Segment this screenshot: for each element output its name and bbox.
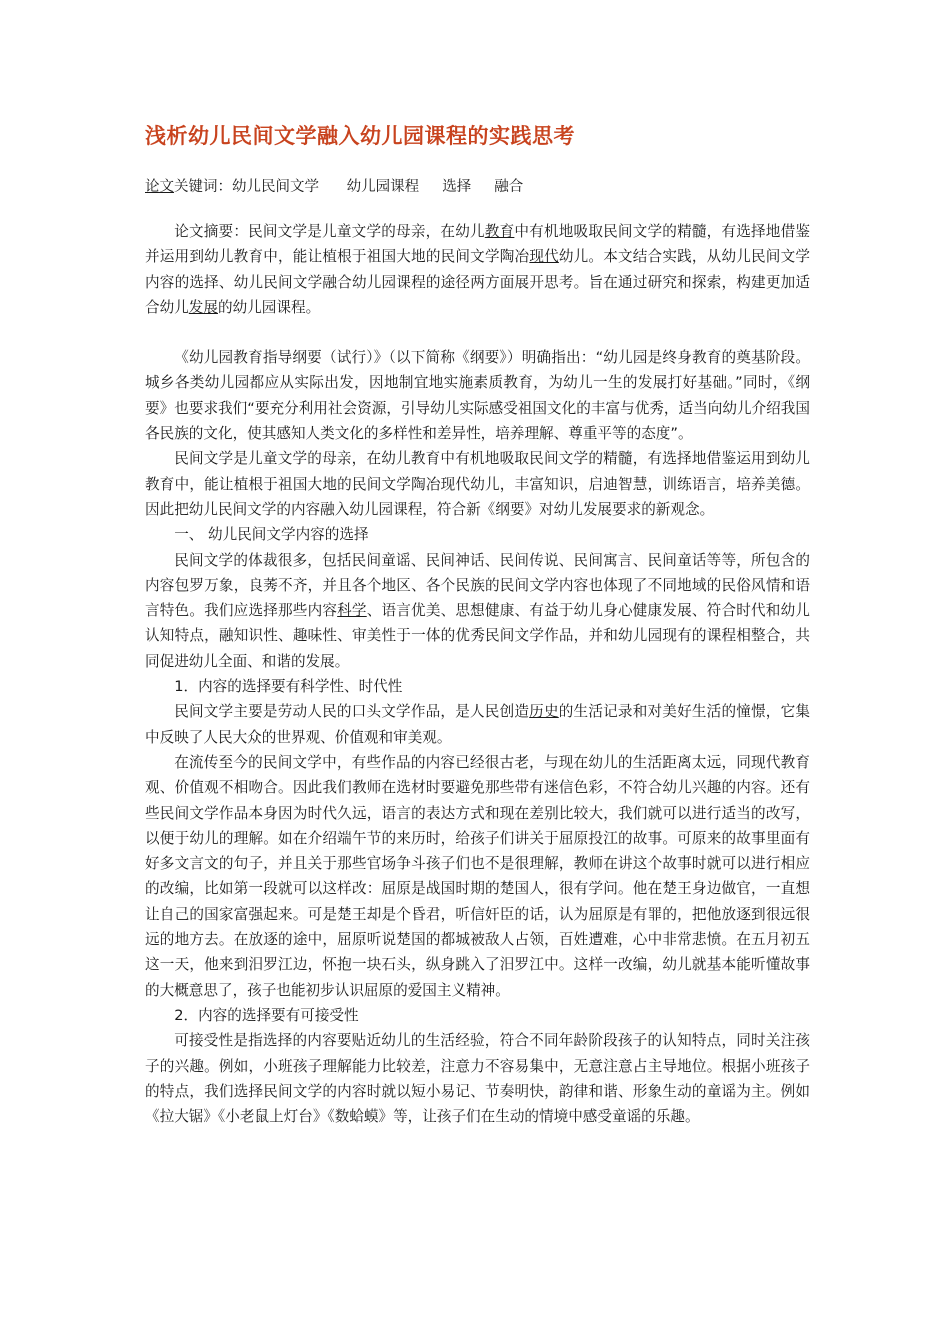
section-heading-1: 一、 幼儿民间文学内容的选择 xyxy=(174,526,369,544)
keywords-line xyxy=(145,175,523,196)
education-link[interactable]: 教育 xyxy=(484,223,515,240)
abstract-text-2: 中有机地吸取民间文学的精髓，有选择地借鉴并运用到幼儿教育中，能让植根于祖国大地的民间文学陶冶 xyxy=(145,223,810,266)
abstract-text-1: 论文摘要：民间文学是儿童文学的母亲，在幼儿 xyxy=(174,223,485,240)
genres-text-1: 民间文学的体裁很多，包括民间童谣、民间神话、民间传说、民间寓言、民间童话等等，所包含的内容包罗万象，良莠不齐，并且各个地区、各个民族的民间文学内容也体现了不同地域的民俗风情和语言特色。我们应选择那些内容 xyxy=(145,551,810,620)
oral-text-2: 的生活记录和对美好生活的憧憬，它集中反映了人民大众的世界观、价值观和审美观。 xyxy=(145,703,810,746)
paragraph-gap xyxy=(145,320,810,345)
oral-text-1: 民间文学主要是劳动人民的口头文学作品，是人民创造 xyxy=(174,703,530,721)
paragraph-genres xyxy=(145,548,810,674)
history-link[interactable]: 历史 xyxy=(529,703,559,721)
abstract-text-3: 幼儿。本文结合实践，从幼儿民间文学内容的选择、幼儿民间文学融合幼儿园课程的途径两方面展开思考。旨在通过研究和探索，构建更加适合幼儿 xyxy=(145,248,810,316)
paragraph-acceptability: 可接受性是指选择的内容要贴近幼儿的生活经验，符合不同年龄阶段孩子的认知特点，同时关注孩子的兴趣。例如，小班孩子理解能力比较差，注意力不容易集中，无意注意占主导地位。根据小班孩子的特点，我们选择民间文学的内容时就以短小易记、节奏明快，韵律和谐、形象生动的童谣为主。例如《拉大锯》《小老鼠上灯台》《数蛤蟆》等，让孩子们在生动的情境中感受童谣的乐趣。 xyxy=(145,1032,810,1126)
genres-text-2: 、语言优美、思想健康、有益于幼儿身心健康发展、符合时代和幼儿认知特点，融知识性、趣味性、审美性于一体的优秀民间文学作品，并和幼儿园现有的课程相整合，共同促进幼儿全面、和谐的发展。 xyxy=(145,602,810,670)
keywords-paper-link[interactable]: 论文 xyxy=(145,179,174,195)
abstract-paragraph xyxy=(145,219,810,320)
paragraph-quyuan-story: 在流传至今的民间文学中，有些作品的内容已经很古老，与现在幼儿的生活距离太远，同现代教育观、价值观不相吻合。因此我们教师在选材时要避免那些带有迷信色彩，不符合幼儿兴趣的内容。还有些民间文学作品本身因为时代久远，语言的表达方式和现在差别比较大，我们就可以进行适当的改写，以便于幼儿的理解。如在介绍端午节的来历时，给孩子们讲关于屈原投江的故事。可原来的故事里面有好多文言文的句子，并且关于那些官场争斗孩子们也不是很理解，教师在讲这个故事时就可以进行相应的改编，比如第一段就可以这样改：屈原是战国时期的楚国人，很有学问。他在楚王身边做官，一直想让自己的国家富强起来。可是楚王却是个昏君，听信奸臣的话，认为屈原是有罪的，把他放逐到很远很远的地方去。在放逐的途中，屈原听说楚国的都城被敌人占领，百姓遭难，心中非常悲愤。在五月初五这一天，他来到汨罗江边，怀抱一块石头，纵身跳入了汨罗江中。这样一改编，幼儿就基本能听懂故事的大概意思了，孩子也能初步认识屈原的爱国主义精神。 xyxy=(145,753,810,999)
paragraph-folk-literature: 民间文学是儿童文学的母亲，在幼儿教育中有机地吸取民间文学的精髓，有选择地借鉴运用到幼儿教育中，能让植根于祖国大地的民间文学陶冶现代幼儿，丰富知识，启迪智慧，训练语言，培养美德。因此把幼儿民间文学的内容融入幼儿园课程，符合新《纲要》对幼儿发展要求的新观念。 xyxy=(145,450,810,518)
science-link[interactable]: 科学 xyxy=(337,602,367,620)
development-link[interactable]: 发展 xyxy=(188,298,218,316)
subheading-1: 1．内容的选择要有科学性、时代性 xyxy=(174,678,403,696)
paragraph-guidelines: 《幼儿园教育指导纲要（试行）》（以下简称《纲要》）明确指出：“幼儿园是终身教育的奠基阶段。城乡各类幼儿园都应从实际出发，因地制宜地实施素质教育，为幼儿一生的发展打好基础。”同时，《纲要》也要求我们“要充分利用社会资源，引导幼儿实际感受祖国文化的丰富与优秀，适当向幼儿介绍我国各民族的文化，使其感知人类文化的多样性和差异性，培养理解、尊重平等的态度”。 xyxy=(145,349,810,443)
modern-link[interactable]: 现代 xyxy=(529,248,559,266)
paragraph-oral-literature xyxy=(145,699,810,750)
abstract-text-4: 的幼儿园课程。 xyxy=(218,298,321,316)
subheading-2: 2．内容的选择要有可接受性 xyxy=(174,1006,359,1024)
document-title: 浅析幼儿民间文学融入幼儿园课程的实践思考 xyxy=(145,124,575,148)
keywords-text: 关键词：幼儿民间文学 幼儿园课程 选择 融合 xyxy=(174,179,524,195)
article-body xyxy=(145,219,810,1129)
